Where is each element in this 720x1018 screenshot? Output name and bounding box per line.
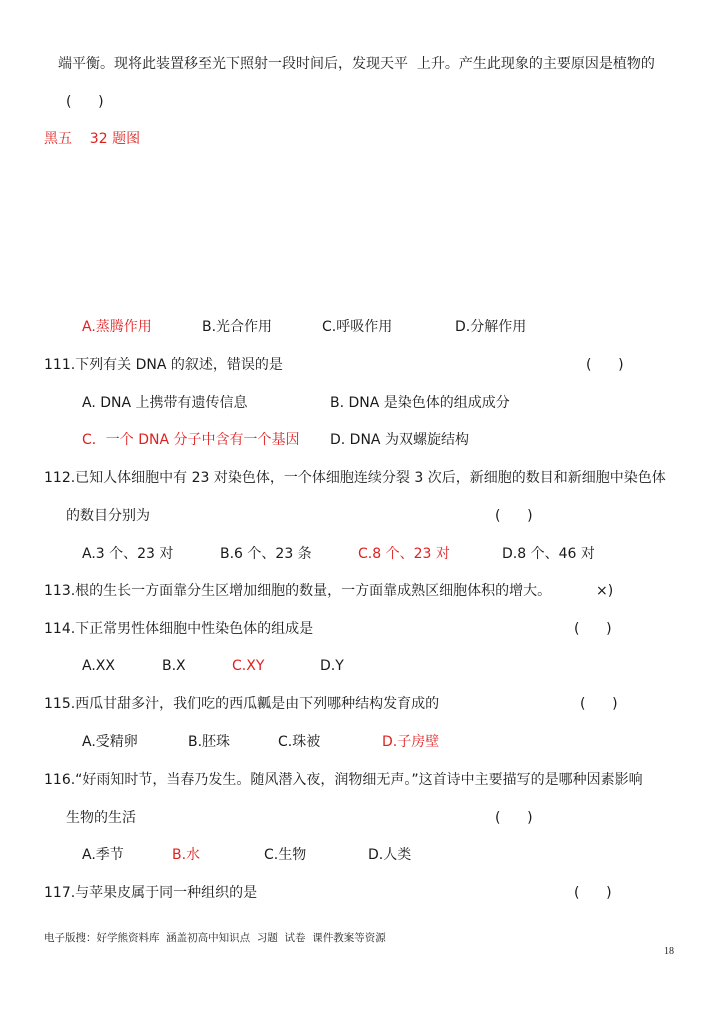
option-a: A. DNA 上携带有遗传信息 <box>82 395 248 411</box>
option-a: A.受精卵 <box>82 734 138 750</box>
option-d: D.人类 <box>368 847 412 863</box>
question-114-stem: 114.下正常男性体细胞中性染色体的组成是 <box>44 621 314 637</box>
question-117-stem: 117.与苹果皮属于同一种组织的是 <box>44 885 258 901</box>
option-b: B.胚珠 <box>188 734 231 750</box>
option-c: C.呼吸作用 <box>322 319 393 335</box>
option-b: B. DNA 是染色体的组成成分 <box>330 395 510 411</box>
option-d: D.分解作用 <box>455 319 527 335</box>
question-115-stem: 115.西瓜甘甜多汁，我们吃的西瓜瓤是由下列哪种结构发育成的 <box>44 696 440 712</box>
option-d: D. DNA 为双螺旋结构 <box>330 432 469 448</box>
option-d: D.Y <box>320 658 344 674</box>
answer-paren: ( ) <box>586 357 624 373</box>
answer-paren: ( ) <box>495 508 533 524</box>
option-c: C.生物 <box>264 847 307 863</box>
option-b: B.光合作用 <box>202 319 273 335</box>
answer-paren: ( ) <box>574 885 612 901</box>
option-b: B.6 个、23 条 <box>220 546 312 562</box>
option-a: A.3 个、23 对 <box>82 546 174 562</box>
option-d: D.8 个、46 对 <box>502 546 595 562</box>
page-footer: 电子版搜：好学熊资料库 涵盖初高中知识点 习题 试卷 课件教案等资源 <box>44 932 386 944</box>
option-b: B.X <box>162 658 186 674</box>
question-116-stem-line2: 生物的生活 <box>66 810 136 826</box>
option-a: A.季节 <box>82 847 124 863</box>
question-112-stem: 112.已知人体细胞中有 23 对染色体，一个体细胞连续分裂 3 次后，新细胞的数目和新细胞中染色体 <box>44 470 666 486</box>
question-116-stem: 116.“好雨知时节，当春乃发生。随风潜入夜，润物细无声。”这首诗中主要描写的是哪种因素影响 <box>44 772 643 788</box>
answer-paren: ( ) <box>66 94 104 110</box>
question-111-stem: 111.下列有关 DNA 的叙述，错误的是 <box>44 357 283 373</box>
option-c: C.XY <box>232 658 265 674</box>
question-113-stem: 113.根的生长一方面靠分生区增加细胞的数量，一方面靠成熟区细胞体积的增大。 <box>44 583 552 599</box>
option-c: C.珠被 <box>278 734 321 750</box>
question-stem-continued: 端平衡。现将此装置移至光下照射一段时间后，发现天平 上升。产生此现象的主要原因是植物的 <box>58 56 655 72</box>
option-a: A.蒸腾作用 <box>82 319 152 335</box>
answer-paren: ( ) <box>574 621 612 637</box>
option-c: C．一个 DNA 分子中含有一个基因 <box>82 432 300 448</box>
figure-label: 黑五 32 题图 <box>44 131 141 147</box>
option-a: A.XX <box>82 658 115 674</box>
page-number: 18 <box>664 946 674 957</box>
answer-paren: ( ) <box>580 696 618 712</box>
question-112-stem-line2: 的数目分别为 <box>66 508 150 524</box>
option-d: D.子房壁 <box>382 734 440 750</box>
option-b: B.水 <box>172 847 201 863</box>
answer-mark: ×) <box>596 583 614 599</box>
option-c: C.8 个、23 对 <box>358 546 450 562</box>
answer-paren: ( ) <box>495 810 533 826</box>
